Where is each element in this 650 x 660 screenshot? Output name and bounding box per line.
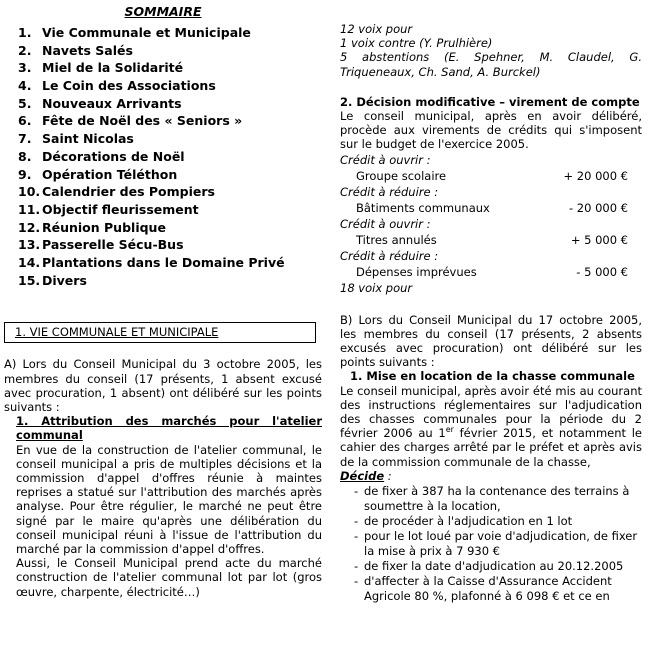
vote-line: 18 voix pour — [340, 280, 413, 295]
list-item-continuation: la mise à prix à 7 930 € — [364, 543, 501, 558]
toc-item: 11. Objectif fleurissement — [18, 201, 199, 217]
left-column — [4, 0, 322, 599]
credit-row: Bâtiments communaux - 20 000 € — [356, 200, 628, 215]
toc-item: 7. Saint Nicolas — [18, 131, 134, 147]
sommaire-title: SOMMAIRE — [124, 4, 202, 19]
toc-item: 8. Décorations de Noël — [18, 148, 185, 164]
list-item: - de procéder à l'adjudication en 1 lot — [354, 513, 573, 528]
credit-label: Crédit à ouvrir : — [340, 152, 431, 167]
toc-item: 12. Réunion Publique — [18, 219, 166, 235]
toc-item: 1. Vie Communale et Municipale — [18, 25, 251, 40]
credit-label: Crédit à réduire : — [340, 248, 439, 263]
list-item: - d'affecter à la Caisse d'Assurance Accident — [354, 573, 612, 588]
vote-line: 1 voix contre (Y. Prulhière) — [340, 36, 493, 51]
toc-item: 3. Miel de la Solidarité — [18, 60, 184, 76]
credit-row: Titres annulés + 5 000 € — [356, 232, 628, 247]
toc-item: 9. Opération Téléthon — [18, 166, 178, 182]
list-item: - pour le lot loué par voie d'adjudication, de fixer — [354, 528, 638, 543]
vote-line: 12 voix pour — [340, 22, 413, 36]
toc-item: 13. Passerelle Sécu-Bus — [18, 237, 184, 253]
item-decision-title: 2. Décision modificative – virement de compte — [340, 94, 640, 109]
toc-item: 5. Nouveaux Arrivants — [18, 95, 182, 111]
session-a-intro: A) Lors du Conseil Municipal du 3 octobre 2005, les membres du conseil (17 présents, 1 absent excusé avec procuration, 1 absent) ont délibéré sur les points suivants : — [4, 357, 322, 414]
toc-item: 15. Divers — [18, 272, 87, 288]
list-item: - de fixer à 387 ha la contenance des terrains à — [354, 483, 630, 498]
credit-label: Crédit à ouvrir : — [340, 216, 431, 231]
item-attribution-paragraph: En vue de la construction de l'atelier communal, le conseil municipal a pris de multiples décisions et la commission d'appel d'offres réunie à maintes reprises a statué sur l'attribution des marchés après analyse. Pour être régulier, le marché ne peut être signé par le maire qu'après une délibération du conseil municipal réuni à l'issue de l'attribution du marché par la commission d'appel d'offres. — [16, 442, 322, 556]
session-b-intro: B) Lors du Conseil Municipal du 17 octobre 2005, les membres du conseil (17 présents, 2 absents excusés avec procuration) ont délibéré sur les points suivants : — [340, 312, 642, 370]
credit-row: Groupe scolaire + 20 000 € — [356, 168, 628, 183]
item-attribution-paragraph-2: Aussi, le Conseil Municipal prend acte du marché construction de l'atelier communal lot par lot (gros œuvre, charpente, électricité…) — [16, 556, 322, 599]
vote-line: 5 abstentions (E. Spehner, M. Claudel, G. Triqueneaux, Ch. Sand, A. Burckel) — [340, 50, 642, 79]
decide-label: Décide : — [340, 468, 392, 483]
item-decision-paragraph: Le conseil municipal, après en avoir délibéré, procède aux virements de crédits qui s'imposent sur le budget de l'exercice 2005. — [340, 109, 642, 152]
toc-item: 6. Fête de Noël des « Seniors » — [18, 113, 243, 129]
toc-item: 4. Le Coin des Associations — [18, 78, 216, 94]
table-of-contents — [18, 24, 322, 289]
item-chasse-paragraph: Le conseil municipal, après avoir été mis au courant des instructions réglementaires sur l'adjudication des chasses communales pour la période du 2 février 2006 au 1er février 2015, et notamment le cahier des charges arrêté par le préfet et après avis de la commission communale de la chasse, — [340, 383, 642, 469]
toc-item: 14. Plantations dans le Domaine Privé — [18, 254, 285, 270]
credit-row: Dépenses imprévues - 5 000 € — [356, 264, 628, 279]
item-attribution-title: 1. Attribution des marchés pour l'atelier communal — [16, 414, 322, 443]
toc-item: 10. Calendrier des Pompiers — [18, 184, 215, 200]
list-item-continuation: Agricole 80 %, plafonné à 6 098 € et ce en — [364, 588, 610, 603]
right-column — [340, 0, 642, 604]
credit-label: Crédit à réduire : — [340, 184, 439, 199]
list-item: - de fixer la date d'adjudication au 20.12.2005 — [354, 558, 624, 573]
toc-item: 2. Navets Salés — [18, 42, 133, 58]
list-item-continuation: soumettre à la location, — [364, 498, 501, 513]
item-chasse-title: 1. Mise en location de la chasse communale — [350, 369, 635, 384]
section-header-vie-communale: 1. VIE COMMUNALE ET MUNICIPALE — [4, 322, 316, 343]
